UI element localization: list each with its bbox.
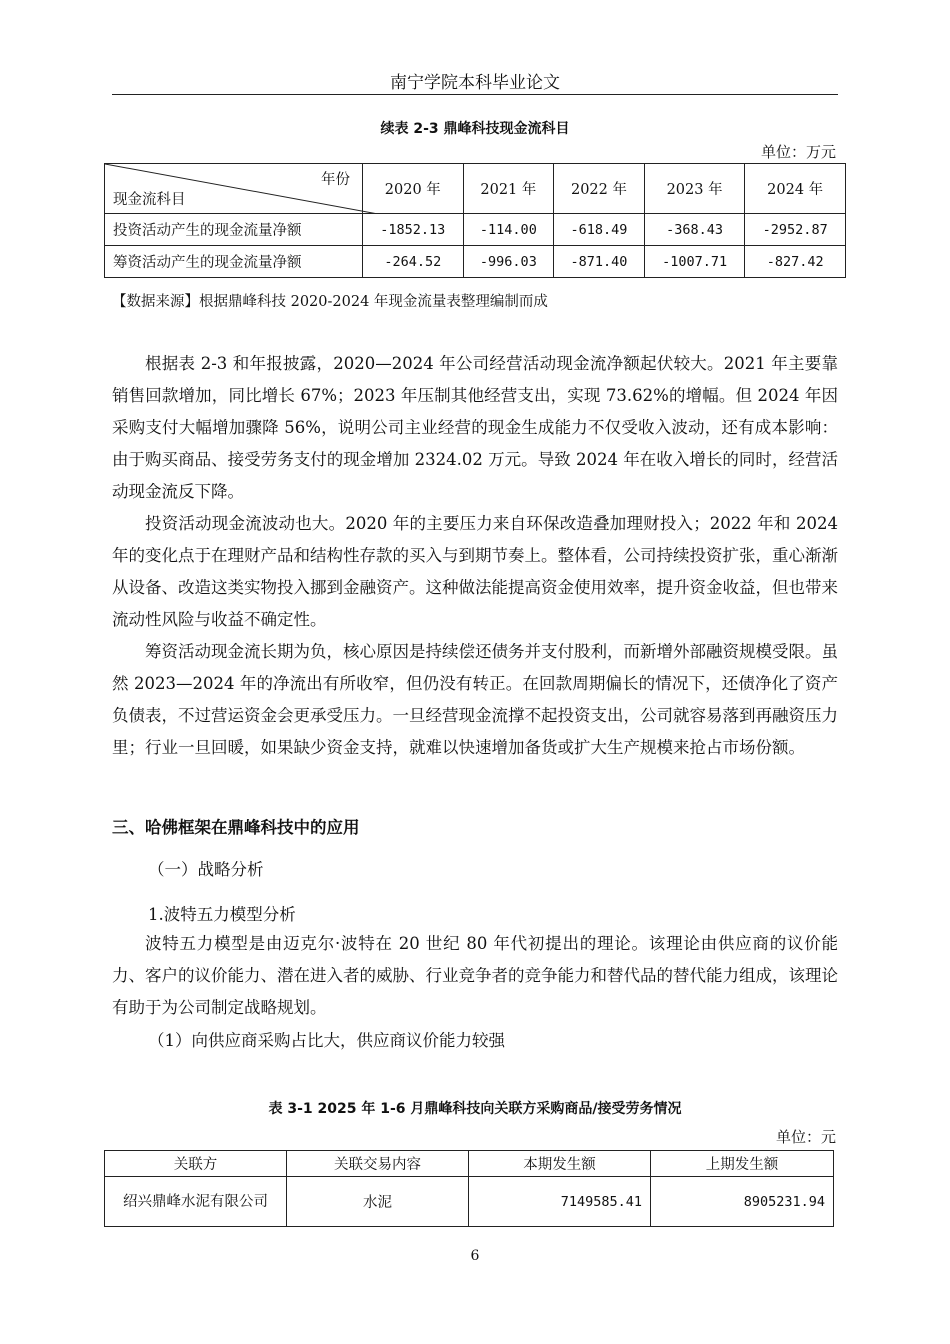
page-header-title: 南宁学院本科毕业论文 (390, 73, 560, 93)
related-party-table (104, 1150, 834, 1227)
data-source-note: 【数据来源】根据鼎峰科技 2020-2024 年现金流量表整理编制而成 (112, 294, 548, 310)
cash-flow-table (104, 163, 846, 278)
table-row (105, 1177, 834, 1227)
transaction-content: 水泥 (287, 1177, 469, 1227)
table-cell: -114.00 (463, 214, 554, 246)
year-header: 2024 年 (745, 164, 846, 214)
point-heading: （1）向供应商采购占比大，供应商议价能力较强 (148, 1031, 505, 1050)
subsubsection-heading: 1.波特五力模型分析 (148, 905, 296, 924)
page-number: 6 (470, 1248, 480, 1264)
column-header: 本期发生额 (469, 1151, 651, 1177)
previous-amount: 8905231.94 (651, 1177, 834, 1227)
table-row (105, 246, 846, 278)
table-title: 续表 2-3 鼎峰科技现金流科目 (380, 121, 570, 137)
row-label: 投资活动产生的现金流量净额 (105, 214, 363, 246)
table-cell: -618.49 (554, 214, 645, 246)
table-cell: -827.42 (745, 246, 846, 278)
table-header-row (105, 164, 846, 214)
year-header: 2023 年 (644, 164, 745, 214)
table-title: 表 3-1 2025 年 1-6 月鼎峰科技向关联方采购商品/接受劳务情况 (268, 1101, 682, 1117)
row-label: 筹资活动产生的现金流量净额 (105, 246, 363, 278)
section-heading: 三、哈佛框架在鼎峰科技中的应用 (112, 818, 360, 837)
body-paragraph: 投资活动现金流波动也大。2020 年的主要压力来自环保改造叠加理财投入；2022 年和 2024 年的变化点于在理财产品和结构性存款的买入与到期节奏上。整体看，公司持续投资扩张，重心渐渐从设备、改造这类实物投入挪到金融资产。这种做法能提高资金使用效率，提升资金收益，但也带来流动性风险与收益不确定性。 (112, 514, 838, 629)
table-cell: -1007.71 (644, 246, 745, 278)
column-header: 关联方 (105, 1151, 287, 1177)
table-unit: 单位：万元 (760, 143, 836, 161)
subsection-heading: （一）战略分析 (148, 860, 264, 879)
column-header: 关联交易内容 (287, 1151, 469, 1177)
body-paragraph: 筹资活动现金流长期为负，核心原因是持续偿还债务并支付股利，而新增外部融资规模受限。虽然 2023—2024 年的净流出有所收窄，但仍没有转正。在回款周期偏长的情况下，还债净化了资产负债表，不过营运资金会更承受压力。一旦经营现金流撑不起投资支出，公司就容易落到再融资压力里；行业一旦回暖，如果缺少资金支持，就难以快速增加备货或扩大生产规模来抢占市场份额。 (112, 642, 838, 757)
table-cell: -996.03 (463, 246, 554, 278)
year-header: 2021 年 (463, 164, 554, 214)
year-header: 2022 年 (554, 164, 645, 214)
table-cell: -1852.13 (363, 214, 464, 246)
body-paragraph: 根据表 2-3 和年报披露，2020—2024 年公司经营活动现金流净额起伏较大。2021 年主要靠销售回款增加，同比增长 67%；2023 年压制其他经营支出，实现 73.62%的增幅。但 2024 年因采购支付大幅增加骤降 56%，说明公司主业经营的现金生成能力不仅受收入波动，还有成本影响：由于购买商品、接受劳务支付的现金增加 2324.02 万元。导致 2024 年在收入增长的同时，经营活动现金流反下降。 (112, 354, 838, 501)
table-cell: -2952.87 (745, 214, 846, 246)
table-cell: -871.40 (554, 246, 645, 278)
current-amount: 7149585.41 (469, 1177, 651, 1227)
header-divider (112, 94, 838, 95)
corner-item-label: 现金流科目 (113, 192, 186, 208)
column-header: 上期发生额 (651, 1151, 834, 1177)
year-header: 2020 年 (363, 164, 464, 214)
corner-year-label: 年份 (321, 172, 350, 188)
table-unit: 单位：元 (775, 1128, 836, 1146)
related-party-name: 绍兴鼎峰水泥有限公司 (105, 1177, 287, 1227)
diagonal-header-cell (105, 164, 363, 214)
body-paragraph: 波特五力模型是由迈克尔·波特在 20 世纪 80 年代初提出的理论。该理论由供应商的议价能力、客户的议价能力、潜在进入者的威胁、行业竞争者的竞争能力和替代品的替代能力组成，该理论有助于为公司制定战略规划。 (112, 934, 838, 1017)
table-cell: -264.52 (363, 246, 464, 278)
table-cell: -368.43 (644, 214, 745, 246)
table-header-row (105, 1151, 834, 1177)
table-row (105, 214, 846, 246)
